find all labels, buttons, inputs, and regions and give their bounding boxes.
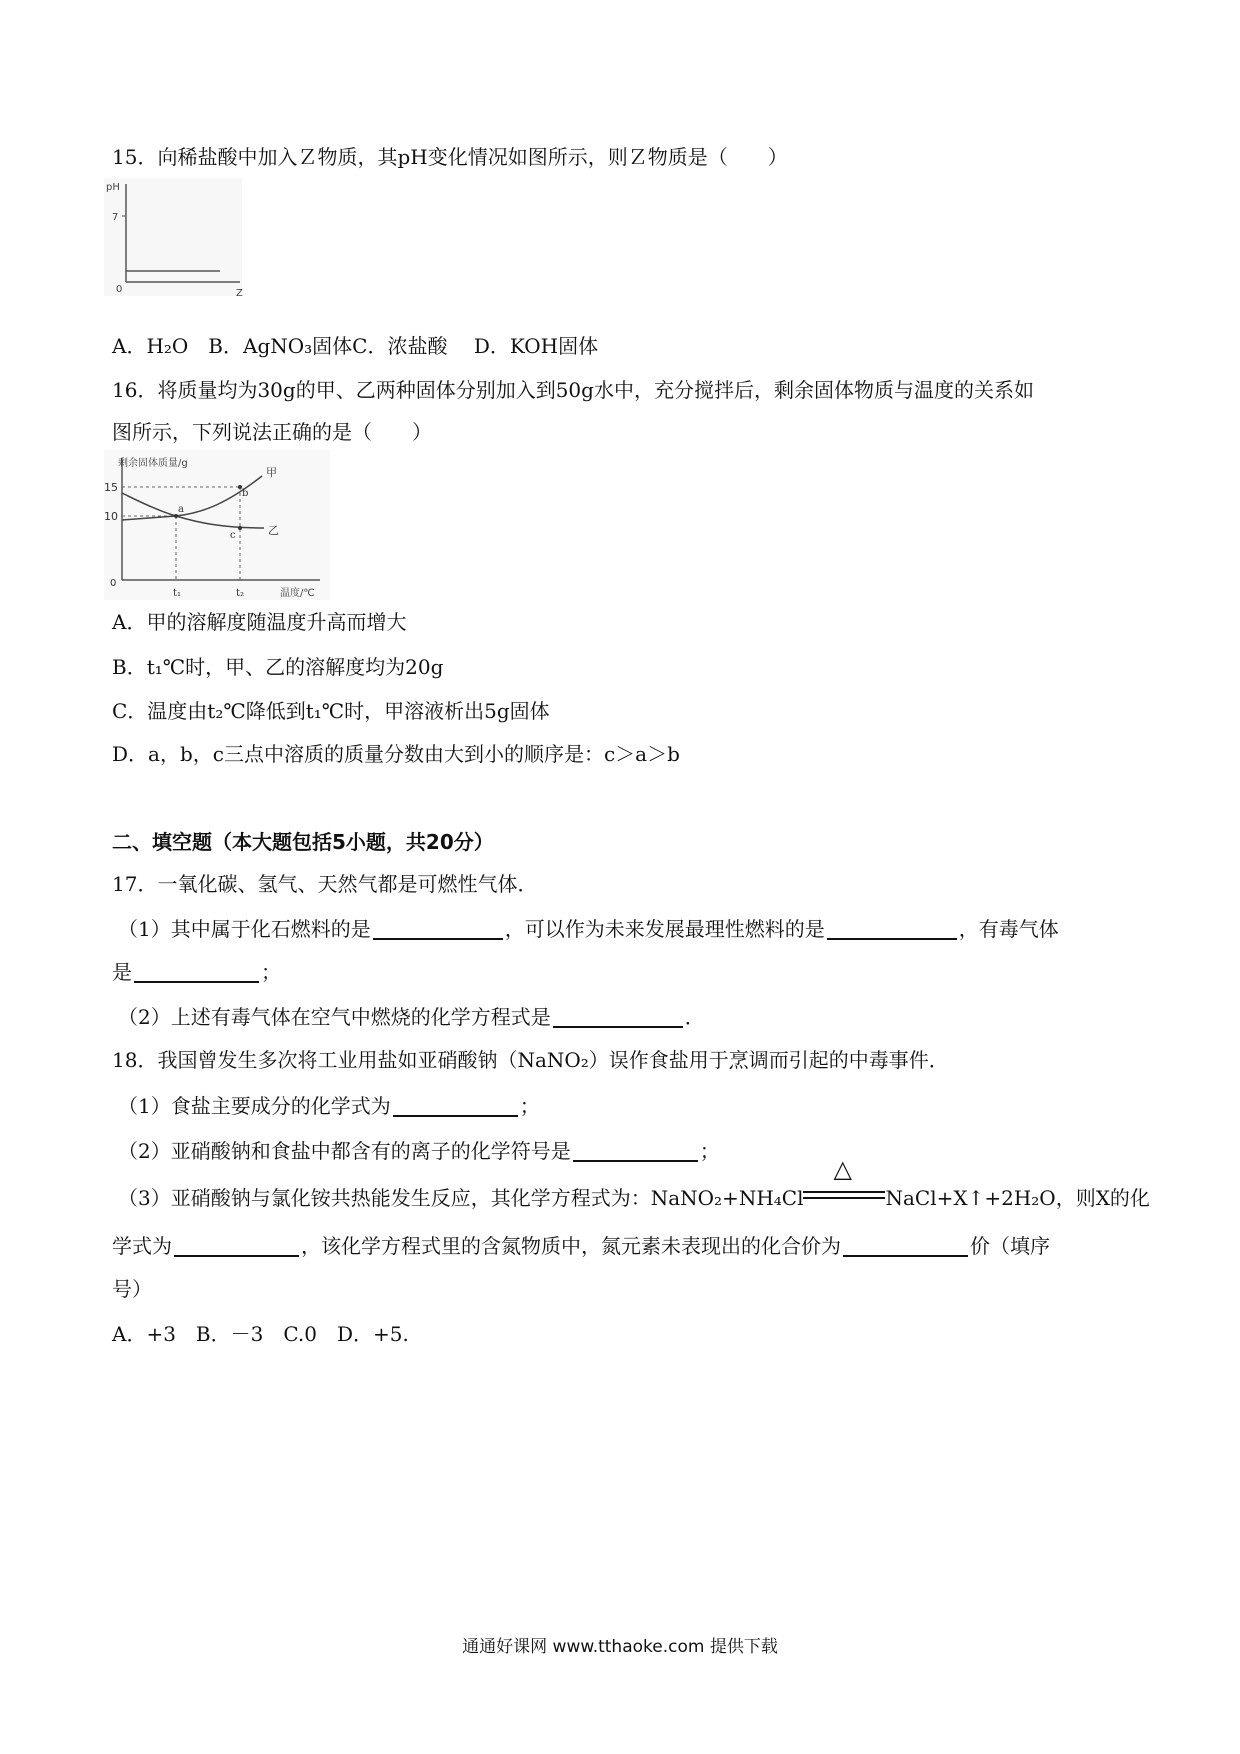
q17-part2-text-a: （2）上述有毒气体在空气中燃烧的化学方程式是 <box>118 1005 551 1029</box>
q15-origin: 0 <box>116 284 123 295</box>
q16-label-b: b <box>242 488 249 499</box>
q16-option-b: B．t₁℃时，甲、乙的溶解度均为20g <box>112 655 444 679</box>
q16-point-c <box>238 526 242 530</box>
q15-tick-7: 7 <box>112 212 119 223</box>
q18-part3-text-b: NaCl+X↑+2H₂O，则X的化 <box>885 1186 1150 1210</box>
q17-part1-text-e: ； <box>261 960 281 984</box>
q16-xlabel: 温度/℃ <box>280 588 315 599</box>
q17-part1-text-b: ，可以作为未来发展最理性燃料的是 <box>504 917 825 941</box>
q18-blank-x-formula[interactable] <box>174 1235 299 1257</box>
q16-solubility-chart <box>104 450 330 600</box>
q18-blank-salt-formula[interactable] <box>393 1095 518 1117</box>
q17-part1-text-d: 是 <box>112 960 132 984</box>
q17-part1-text-a: （1）其中属于化石燃料的是 <box>118 917 371 941</box>
q17-blank-toxic-gas[interactable] <box>134 961 259 983</box>
q18-blank-ion-symbol[interactable] <box>573 1140 698 1162</box>
q18-part3-line3: 号） <box>112 1277 152 1301</box>
q18-part3-text-a: （3）亚硝酸钠与氯化铵共热能发生反应，其化学方程式为：NaNO₂+NH₄Cl <box>118 1186 804 1210</box>
q16-stem-line2: 图所示，下列说法正确的是（ ） <box>112 420 432 444</box>
q18-part3-line1 <box>118 1155 1150 1212</box>
q18-part3-text-c: 学式为 <box>112 1234 172 1258</box>
q16-stem-line1: 16．将质量均为30g的甲、乙两种固体分别加入到50g水中，充分搅拌后，剩余固体物质与温度的关系如 <box>112 378 1034 402</box>
q18-part3-text-d: ，该化学方程式里的含氮物质中，氮元素未表现出的化合价为 <box>301 1234 841 1258</box>
q16-origin: 0 <box>110 578 117 589</box>
q16-option-d: D．a，b，c三点中溶质的质量分数由大到小的顺序是：c＞a＞b <box>112 742 680 766</box>
q18-heat-symbol: △ <box>833 1155 852 1183</box>
q17-part2-text-b: ． <box>684 1005 705 1029</box>
section2-title: 二、填空题（本大题包括5小题，共20分） <box>112 830 494 854</box>
q17-blank-equation[interactable] <box>553 1006 683 1028</box>
q17-blank-fossil-fuel[interactable] <box>373 918 503 940</box>
q16-tick-15: 15 <box>104 481 118 494</box>
q18-stem: 18．我国曾发生多次将工业用盐如亚硝酸钠（NaNO₂）误作食盐用于烹调而引起的中毒事件． <box>112 1048 949 1072</box>
q16-ylabel: 剩余固体质量/g <box>118 458 188 469</box>
q18-part2-text-a: （2）亚硝酸钠和食盐中都含有的离子的化学符号是 <box>118 1139 571 1163</box>
q18-part1-text-b: ； <box>519 1094 540 1118</box>
q16-tick-10: 10 <box>104 510 118 523</box>
q18-blank-valence[interactable] <box>843 1235 968 1257</box>
q18-part3-line2 <box>112 1232 1050 1260</box>
q16-tick-t1: t₁ <box>173 588 182 599</box>
q18-part2-text-b: ； <box>699 1139 720 1163</box>
q17-part1-text-c: ，有毒气体 <box>958 917 1059 941</box>
q15-ph-chart <box>100 178 260 300</box>
q17-blank-ideal-fuel[interactable] <box>827 918 957 940</box>
q18-part3-text-e: 价（填序 <box>970 1234 1050 1258</box>
page-footer: 通通好课网 www.tthaoke.com 提供下载 <box>462 1637 778 1657</box>
q18-heat-equals-sign <box>803 1155 885 1207</box>
q16-label-jia: 甲 <box>266 466 277 479</box>
q16-label-yi: 乙 <box>268 524 279 537</box>
q17-stem: 17．一氧化碳、氢气、天然气都是可燃性气体． <box>112 872 538 896</box>
q17-part1-line2 <box>112 958 281 986</box>
q16-label-c: c <box>230 530 236 541</box>
q17-part1-line1 <box>118 915 1059 943</box>
q18-part2 <box>118 1137 720 1165</box>
q17-part2 <box>118 1003 705 1031</box>
q15-stem: 15．向稀盐酸中加入Ｚ物质，其pH变化情况如图所示，则Ｚ物质是（ ） <box>112 145 788 169</box>
q16-label-a: a <box>178 504 184 515</box>
q18-options: A．+3 B．－3 C.0 D．+5. <box>112 1322 409 1346</box>
q15-options: A．H₂O B．AgNO₃固体C．浓盐酸 D．KOH固体 <box>112 334 599 358</box>
q15-ylabel: pH <box>106 182 120 193</box>
q16-tick-t2: t₂ <box>236 588 245 599</box>
q15-xlabel: Z <box>236 288 243 299</box>
q16-option-a: A．甲的溶解度随温度升高而增大 <box>112 610 407 634</box>
q16-option-c: C．温度由t₂℃降低到t₁℃时，甲溶液析出5g固体 <box>112 699 550 723</box>
q18-part1 <box>118 1092 540 1120</box>
q18-part1-text-a: （1）食盐主要成分的化学式为 <box>118 1094 391 1118</box>
